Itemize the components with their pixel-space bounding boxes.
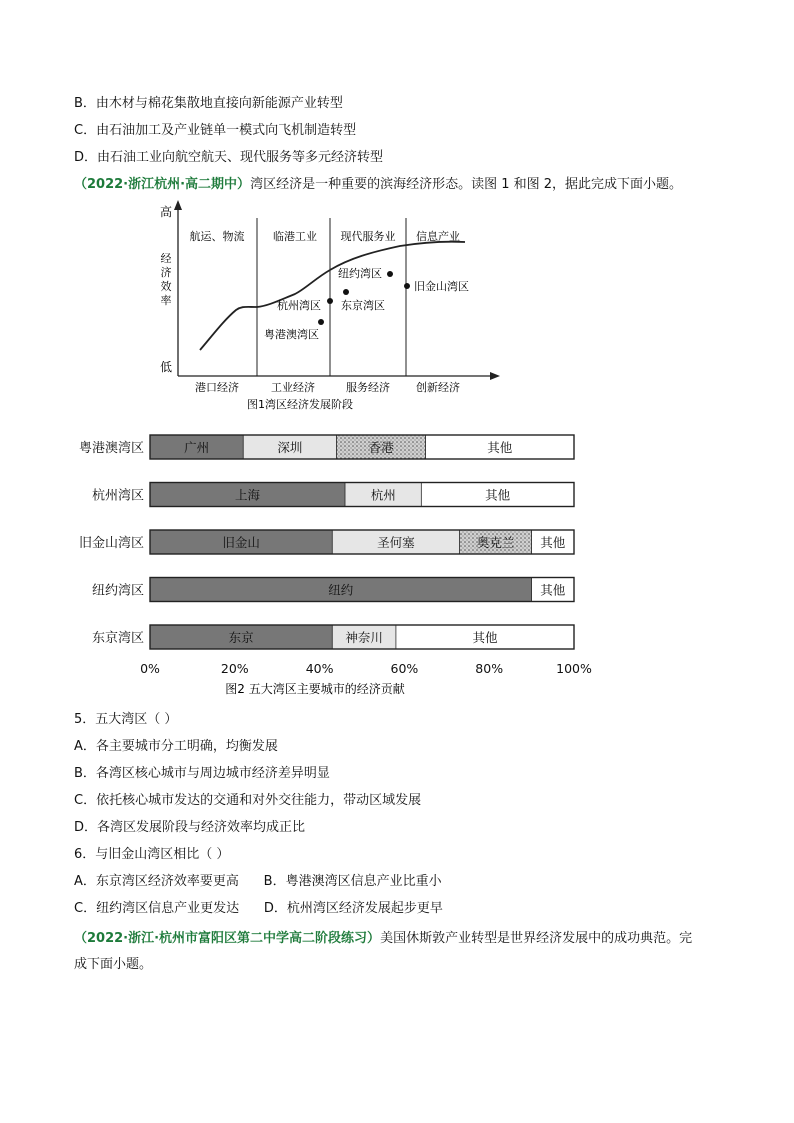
point-label: 纽约湾区 [338,267,382,280]
source-tag: （2022·浙江·杭州市富阳区第二中学高二阶段练习） [74,931,381,946]
bar-segment-label: 上海 [235,487,261,503]
bar-segment-label: 杭州 [370,487,396,503]
x-stage-label: 工业经济 [271,381,315,394]
x-tick-label: 100% [556,661,592,676]
stage-label: 临港工业 [273,230,317,243]
x-stage-label: 服务经济 [346,381,390,394]
bar-region-label: 纽约湾区 [91,583,144,599]
source-tag: （2022·浙江杭州·高二期中） [74,177,251,192]
stage-label: 航运、物流 [189,230,245,243]
figure-1-diagram [150,198,500,413]
bar-segment-label: 其他 [540,582,566,598]
y-axis-label: 率 [160,294,172,307]
q6-stem: 6．与旧金山湾区相比（ ） [74,847,230,862]
bar-segment-label: 深圳 [277,440,303,455]
bar-segment-label: 东京 [228,630,254,645]
intro-text: 湾区经济是一种重要的滨海经济形态。读图 1 和图 2，据此完成下面小题。 [250,177,683,192]
y-axis-label: 济 [160,266,172,279]
bar-segment-label: 其他 [487,440,513,455]
bar-segment-label: 其他 [485,487,511,503]
y-axis-label: 效 [160,280,172,293]
q5-option-d: D．各湾区发展阶段与经济效率均成正比 [74,820,306,835]
y-axis-low: 低 [159,360,173,374]
point-tokyo [343,289,349,295]
y-axis-high: 高 [159,205,173,219]
point-hangzhou [327,298,333,304]
q5-option-a: A．各主要城市分工明确，均衡发展 [74,739,278,754]
q5-option-c: C．依托核心城市发达的交通和对外交往能力，带动区域发展 [74,793,422,808]
bar-segment-label: 圣何塞 [377,535,415,550]
bar-region-label: 杭州湾区 [91,488,144,504]
option-b-prev: B．由木材与棉花集散地直接向新能源产业转型 [74,96,343,111]
point-label: 杭州湾区 [277,299,321,312]
bar-segment-label: 其他 [472,630,498,645]
intro2-text: 美国休斯敦产业转型是世界经济发展中的成功典范。完 [380,931,693,946]
figure-1-caption: 图1湾区经济发展阶段 [247,398,353,411]
bar-segment-label: 纽约 [328,582,354,598]
x-tick-label: 40% [305,661,334,676]
bar-segment-label: 其他 [540,535,566,550]
point-sanfrancisco [404,283,410,289]
bar-region-label: 粤港澳湾区 [78,441,144,456]
x-tick-label: 20% [220,661,249,676]
y-axis-label: 经 [160,252,172,265]
point-newyork [387,271,393,277]
q6-options-row2: C．纽约湾区信息产业更发达 D．杭州湾区经济发展起步更早 [74,901,443,916]
x-stage-label: 港口经济 [195,381,239,394]
q6-options-row1: A．东京湾区经济效率要更高 B．粤港澳湾区信息产业比重小 [74,874,442,889]
q5-stem: 5．五大湾区（ ） [74,712,178,727]
efficiency-curve [200,242,465,350]
bar-segment-label: 奥克兰 [476,535,515,550]
intro2-continued: 成下面小题。 [74,957,153,972]
figure-2-chart [60,425,600,705]
bar-segment-label: 旧金山 [222,535,260,550]
option-d-prev: D．由石油工业向航空航天、现代服务等多元经济转型 [74,150,384,165]
bar-region-label: 东京湾区 [91,631,144,646]
intro-paragraph [74,176,682,194]
point-gba [318,319,324,325]
bar-segment-label: 香港 [368,440,394,455]
x-tick-label: 80% [475,661,504,676]
bar-segment-label: 神奈川 [345,630,383,645]
x-tick-label: 60% [390,661,419,676]
x-tick-label: 0% [140,661,160,676]
x-stage-label: 创新经济 [416,381,460,394]
point-label: 粤港澳湾区 [264,328,319,341]
bar-region-label: 旧金山湾区 [78,536,144,551]
point-label: 旧金山湾区 [414,280,469,293]
intro2-paragraph [74,930,692,948]
point-label: 东京湾区 [341,299,385,312]
stage-label: 现代服务业 [340,230,396,243]
stage-label: 信息产业 [416,230,460,243]
option-c-prev: C．由石油加工及产业链单一模式向飞机制造转型 [74,123,357,138]
q5-option-b: B．各湾区核心城市与周边城市经济差异明显 [74,766,330,781]
bar-segment-label: 广州 [184,440,210,455]
figure-2-caption: 图2 五大湾区主要城市的经济贡献 [225,682,405,696]
